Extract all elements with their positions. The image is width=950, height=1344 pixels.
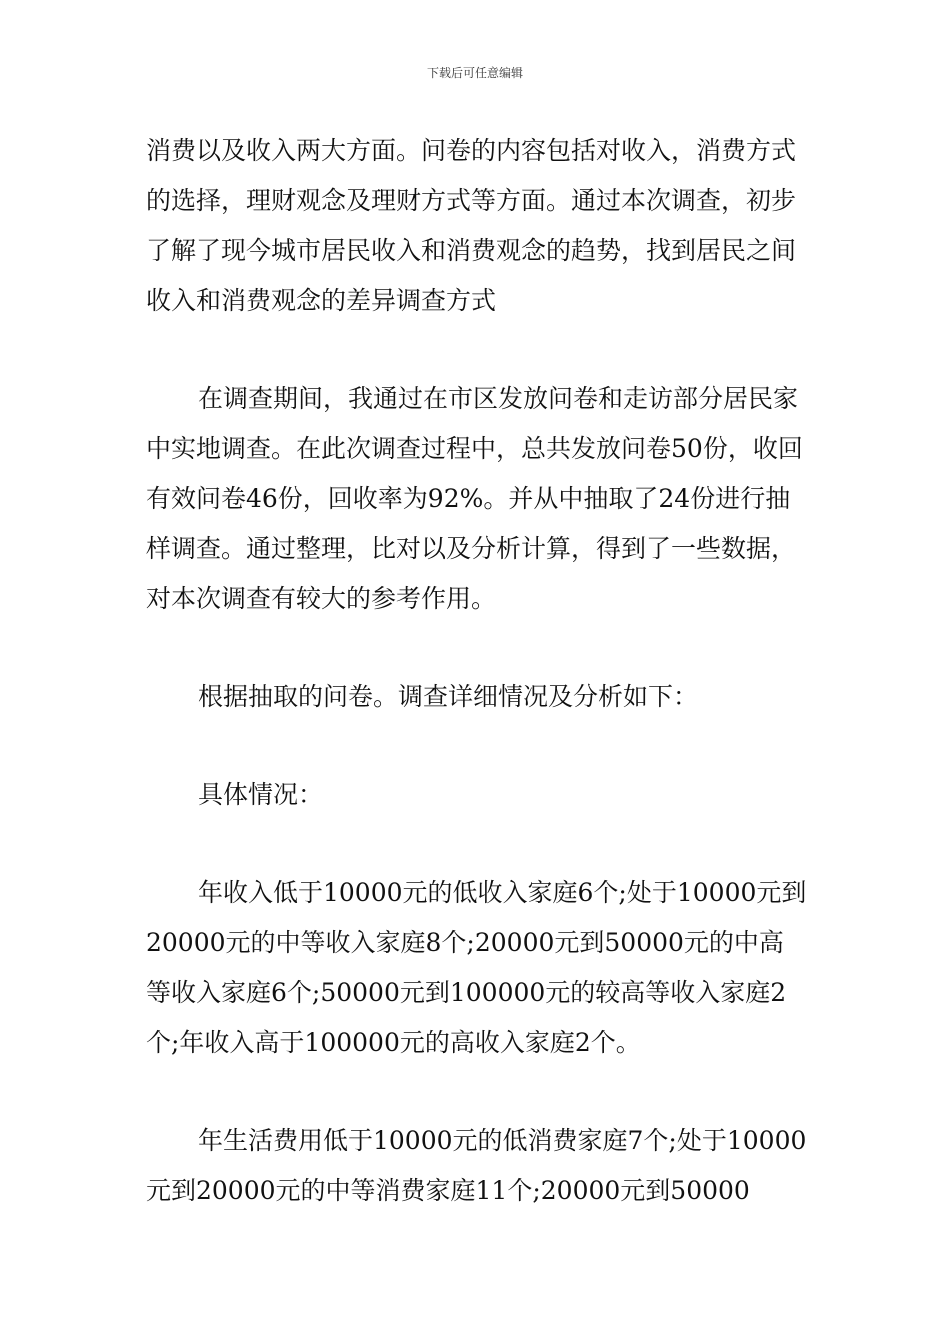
paragraph-analysis-intro: 根据抽取的问卷。调查详细情况及分析如下：: [198, 682, 699, 711]
paragraph-survey-process: 在调查期间，我通过在市区发放问卷和走访部分居民家中实地调查。在此次调查过程中，总共发放问卷50份，收回有效问卷46份，回收率为92%。并从中抽取了24份进行抽样调查。通过整理，比对以及分析计算，得到了一些数据，对本次调查有较大的参考作用。: [146, 384, 803, 613]
paragraph-specific-heading: 具体情况：: [198, 780, 324, 809]
paragraph-expense-breakdown: 年生活费用低于10000元的低消费家庭7个;处于10000元到20000元的中等消费家庭11个;20000元到50000: [146, 1126, 807, 1205]
paragraph-survey-scope: 消费以及收入两大方面。问卷的内容包括对收入，消费方式的选择，理财观念及理财方式等方面。通过本次调查，初步了解了现今城市居民收入和消费观念的趋势，找到居民之间收入和消费观念的差异调查方式: [146, 136, 797, 315]
paragraph-income-breakdown: 年收入低于10000元的低收入家庭6个;处于10000元到20000元的中等收入家庭8个;20000元到50000元的中高等收入家庭6个;50000元到100000元的较高等收入家庭2个;年收入高于100000元的高收入家庭2个。: [146, 878, 807, 1057]
document-body: [146, 126, 808, 1216]
page-header: 下载后可任意编辑: [426, 66, 523, 80]
